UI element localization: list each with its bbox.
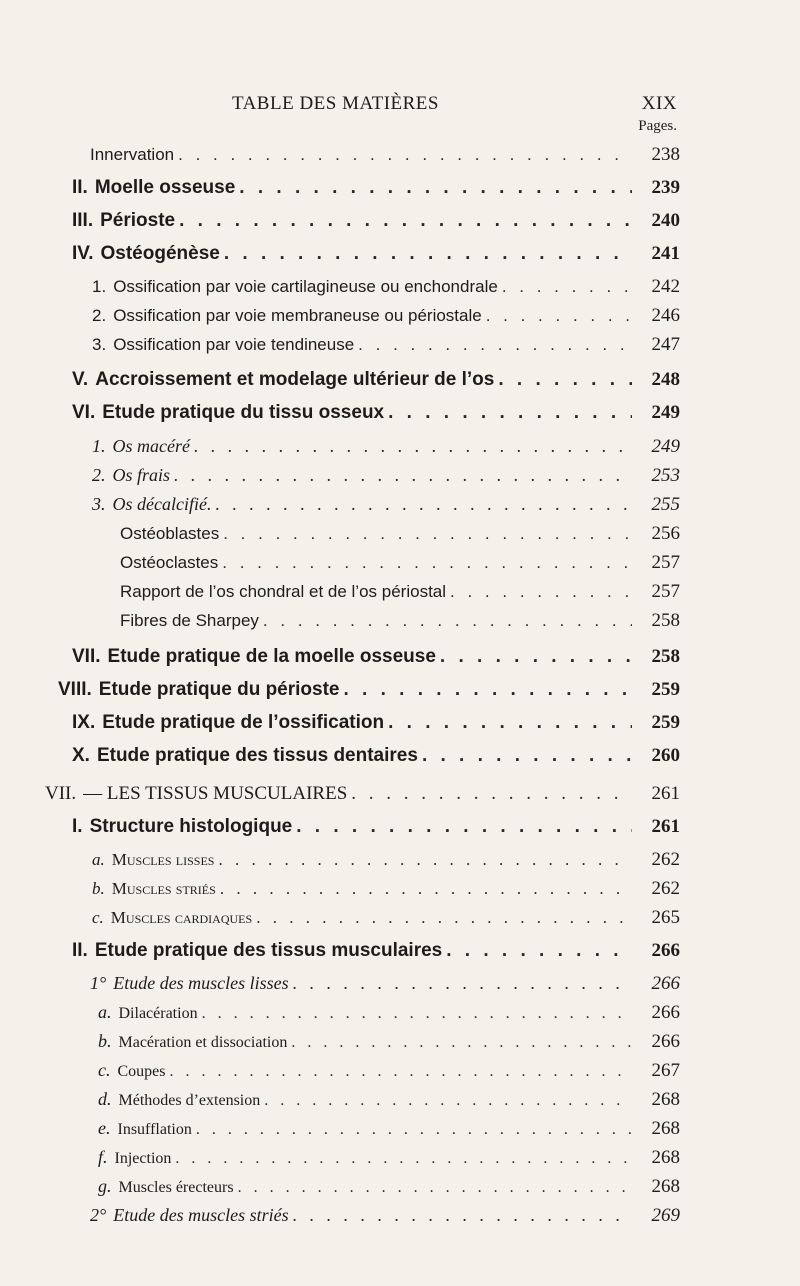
dot-leader [498, 369, 632, 391]
toc-entry-page: 249 [651, 436, 680, 457]
toc-entry-page: 248 [651, 369, 680, 390]
toc-entry-number: a. [92, 850, 105, 869]
toc-entry-page: 262 [651, 849, 680, 870]
toc-entry [45, 783, 680, 805]
toc-entry-number: 2° [90, 1205, 107, 1225]
toc-entry-label: Muscles lisses [111, 850, 215, 869]
toc-entry-page: 266 [651, 1031, 680, 1052]
dot-leader [178, 145, 632, 165]
toc-entry-page: 260 [651, 745, 680, 766]
toc-entry-number: c. [92, 908, 104, 927]
toc-entry-label: Etude des muscles lisses [113, 973, 289, 993]
toc-entry [120, 552, 680, 574]
dot-leader [450, 582, 632, 602]
toc-entry-label: Ossification par voie membraneuse ou périostale [113, 306, 482, 325]
toc-entry-label: Innervation [90, 145, 175, 164]
toc-entry [98, 1176, 680, 1198]
toc-entry-number: I. [72, 816, 83, 837]
toc-entry [72, 745, 680, 767]
running-title: TABLE DES MATIÈRES [232, 93, 439, 114]
pages-column-label: Pages. [638, 118, 677, 134]
toc-entry [72, 369, 680, 391]
dot-leader [179, 210, 632, 232]
toc-entry [92, 465, 680, 487]
dot-leader [446, 940, 632, 962]
toc-entry-number: VIII. [58, 679, 92, 700]
toc-entry-number: VII. [45, 783, 77, 804]
toc-entry [72, 816, 680, 838]
toc-entry-label: Ossification par voie cartilagineuse ou enchondrale [113, 277, 498, 296]
toc-entry-label: Etude pratique du périoste [98, 679, 340, 700]
dot-leader [388, 402, 632, 424]
toc-entry [92, 276, 680, 298]
dot-leader [291, 1034, 632, 1052]
toc-entry-page: 265 [651, 907, 680, 928]
toc-entry [120, 581, 680, 603]
toc-entry [72, 243, 680, 265]
toc-entry [120, 610, 680, 632]
dot-leader [196, 1121, 632, 1139]
dot-leader [239, 177, 632, 199]
toc-entry-number: IX. [72, 712, 96, 733]
dot-leader [175, 1150, 632, 1168]
toc-entry [72, 210, 680, 232]
toc-entry-page: 249 [651, 402, 680, 423]
dot-leader [223, 524, 632, 544]
toc-entry-label: Accroissement et modelage ultérieur de l’os [95, 369, 495, 390]
toc-entry-page: 268 [651, 1147, 680, 1168]
toc-entry-number: 3. [92, 494, 106, 514]
toc-entry-label: Muscles érecteurs [118, 1179, 234, 1196]
toc-entry-label: Dilacération [118, 1005, 198, 1022]
toc-entry [92, 878, 680, 900]
toc-entry [98, 1118, 680, 1140]
dot-leader [238, 1179, 632, 1197]
toc-entry-page: 246 [651, 305, 680, 326]
toc-entry-label: Ostéoclastes [120, 553, 219, 572]
dot-leader [296, 816, 632, 838]
toc-entry-label: Os macéré [112, 436, 190, 456]
toc-entry-number: 2. [92, 465, 106, 485]
toc-entry-page: 257 [651, 552, 680, 573]
toc-entry-page: 269 [651, 1205, 680, 1226]
dot-leader [174, 465, 632, 486]
toc-entry-page: 261 [651, 783, 680, 804]
toc-entry-label: Fibres de Sharpey [120, 611, 259, 630]
toc-entry-page: 258 [651, 646, 680, 667]
toc-entry [92, 436, 680, 458]
toc-entry [90, 1205, 680, 1227]
toc-entry [90, 973, 680, 995]
toc-entry-page: 257 [651, 581, 680, 602]
toc-entry-label: Muscles cardiaques [110, 908, 253, 927]
toc-entry [58, 679, 680, 701]
toc-entry-number: b. [98, 1031, 112, 1051]
toc-entry-page: 240 [651, 210, 680, 231]
dot-leader [344, 679, 633, 701]
toc-entry-number: e. [98, 1118, 111, 1138]
toc-entry-number: VI. [72, 402, 96, 423]
toc-entry-label: Ossification par voie tendineuse [113, 335, 355, 354]
toc-entry-label: Os frais [112, 465, 171, 485]
toc-entry-label: Rapport de l’os chondral et de l’os périostal [120, 582, 447, 601]
toc-entry-number: II. [72, 940, 88, 961]
toc-entry [72, 646, 680, 668]
toc-entry [92, 494, 680, 516]
dot-leader [220, 879, 632, 899]
toc-entry-label: Etude pratique des tissus musculaires [94, 940, 443, 961]
toc-entry-number: 1° [90, 973, 107, 993]
toc-entry [92, 305, 680, 327]
toc-entry [72, 940, 680, 962]
toc-entry-label: Coupes [117, 1063, 166, 1080]
toc-entry-page: 256 [651, 523, 680, 544]
toc-entry-label: Etude pratique de la moelle osseuse [107, 646, 436, 667]
toc-entry-number: III. [72, 210, 94, 231]
page-number: XIX [641, 93, 677, 114]
toc-entry-page: 266 [651, 1002, 680, 1023]
toc-entry [72, 712, 680, 734]
dot-leader [502, 277, 632, 297]
toc-entry [98, 1060, 680, 1082]
toc-entry [72, 402, 680, 424]
dot-leader [358, 335, 632, 355]
toc-entry-page: 247 [651, 334, 680, 355]
toc-entry-page: 253 [651, 465, 680, 486]
toc-entry-number: 3. [92, 335, 107, 354]
toc-entry-label: Moelle osseuse [94, 177, 236, 198]
toc-entry [98, 1147, 680, 1169]
toc-entry-page: 268 [651, 1089, 680, 1110]
toc-entry-number: g. [98, 1176, 112, 1196]
toc-entry [90, 144, 680, 166]
toc-entry-page: 258 [651, 610, 680, 631]
toc-entry-number: X. [72, 745, 90, 766]
toc-entry [92, 334, 680, 356]
toc-entry-page: 242 [651, 276, 680, 297]
dot-leader [170, 1063, 633, 1081]
toc-entry-label: Etude pratique du tissu osseux [102, 402, 385, 423]
toc-entry-number: a. [98, 1002, 112, 1022]
toc-entry-label: Injection [114, 1150, 172, 1167]
toc-entry-number: II. [72, 177, 88, 198]
toc-entry-number: d. [98, 1089, 112, 1109]
toc-entry-page: 241 [651, 243, 680, 264]
toc-entry-page: 266 [651, 973, 680, 994]
toc-entry-label: Etude pratique des tissus dentaires [96, 745, 418, 766]
toc-entry-number: 2. [92, 306, 107, 325]
toc-entry-number: IV. [72, 243, 94, 264]
toc-entry-number: VII. [72, 646, 101, 667]
toc-entry-label: Structure histologique [89, 816, 293, 837]
dot-leader [215, 494, 632, 515]
toc-entry-page: 259 [651, 679, 680, 700]
toc-entry-number: c. [98, 1060, 111, 1080]
toc-entry-page: 268 [651, 1176, 680, 1197]
dot-leader [218, 850, 632, 870]
dot-leader [422, 745, 632, 767]
dot-leader [222, 553, 632, 573]
toc-entry-label: Macération et dissociation [118, 1034, 288, 1051]
toc-entry-label: Insufflation [117, 1121, 192, 1138]
toc-entry-page: 255 [651, 494, 680, 515]
toc-entry-label: Méthodes d’extension [118, 1092, 261, 1109]
toc-entry-label: Périoste [100, 210, 176, 231]
toc-entry-number: f. [98, 1147, 108, 1167]
toc-entry-page: 267 [651, 1060, 680, 1081]
dot-leader [351, 783, 632, 805]
toc-entry-page: 266 [651, 940, 680, 961]
toc-entry [98, 1002, 680, 1024]
toc-entry-label: Ostéoblastes [120, 524, 220, 543]
dot-leader [264, 1092, 632, 1110]
toc-entry [92, 849, 680, 871]
toc-entry-page: 261 [651, 816, 680, 837]
dot-leader [293, 1205, 632, 1226]
toc-entry [98, 1089, 680, 1111]
toc-entry-number: 1. [92, 436, 106, 456]
toc-entry-label: Ostéogénèse [100, 243, 220, 264]
toc-entry-number: 1. [92, 277, 107, 296]
toc-entry-number: V. [72, 369, 89, 390]
dot-leader [224, 243, 632, 265]
toc-entry [98, 1031, 680, 1053]
dot-leader [263, 611, 632, 631]
toc-entry [120, 523, 680, 545]
toc-entry-label: Os décalcifié. [112, 494, 212, 514]
toc-entry-page: 259 [651, 712, 680, 733]
dot-leader [486, 306, 632, 326]
toc-entry-number: b. [92, 879, 105, 898]
toc-entry [92, 907, 680, 929]
dot-leader [440, 646, 632, 668]
dot-leader [202, 1005, 632, 1023]
toc-entry-label: Etude des muscles striés [113, 1205, 289, 1225]
toc-entry-label: Muscles striés [111, 879, 216, 898]
dot-leader [388, 712, 632, 734]
toc-entry-label: Etude pratique de l’ossification [102, 712, 385, 733]
dot-leader [256, 908, 632, 928]
dot-leader [194, 436, 632, 457]
toc-entry-page: 238 [651, 144, 680, 165]
toc-entry-label: — LES TISSUS MUSCULAIRES [83, 783, 348, 804]
toc-entry-page: 262 [651, 878, 680, 899]
dot-leader [293, 973, 632, 994]
toc-entry-page: 239 [651, 177, 680, 198]
toc-entry-page: 268 [651, 1118, 680, 1139]
toc-entry [72, 177, 680, 199]
